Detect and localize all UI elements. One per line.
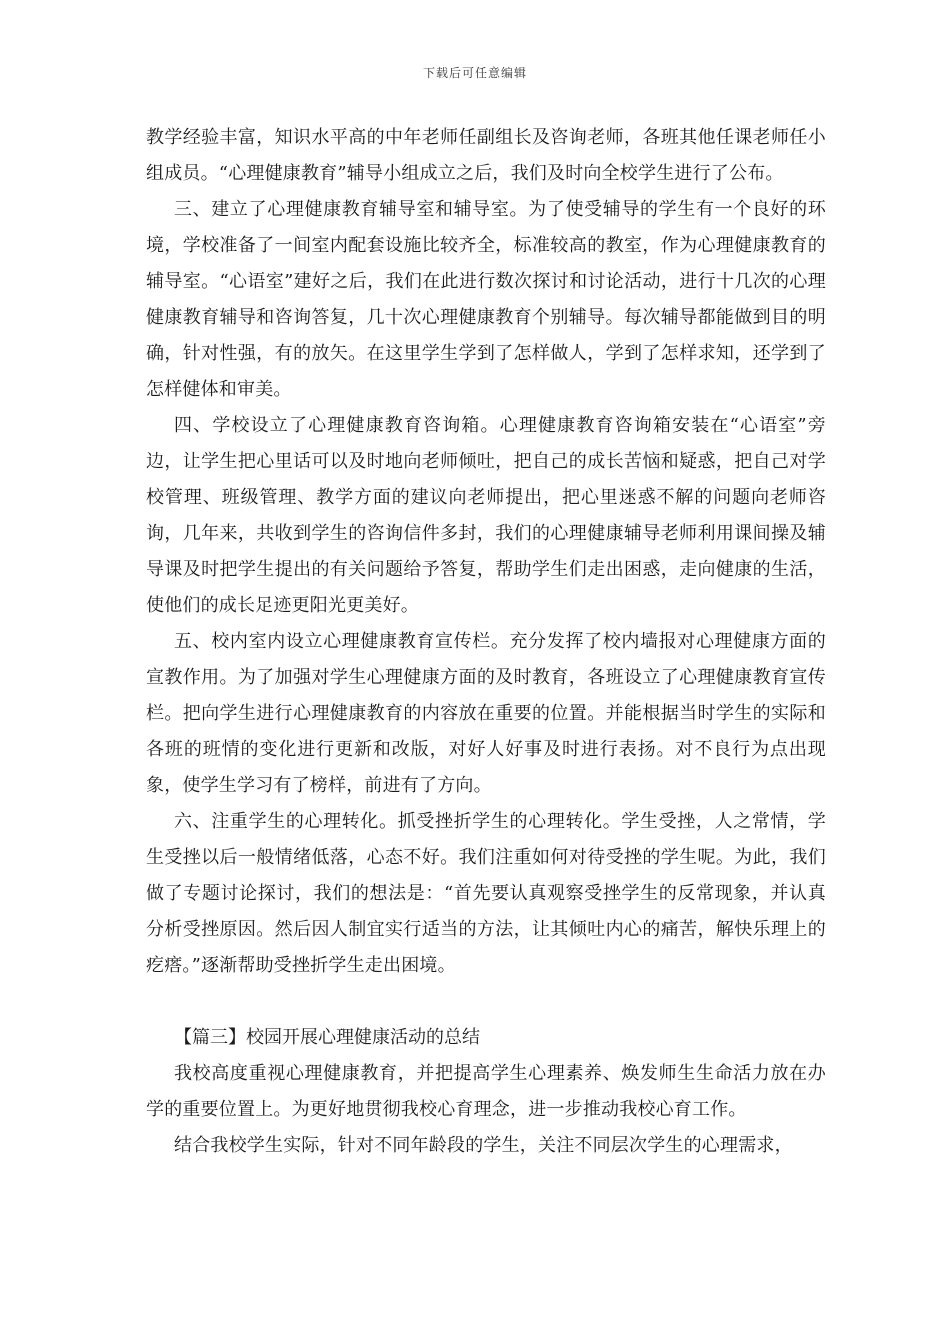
paragraph-section-6: 六、注重学生的心理转化。抓受挫折学生的心理转化。学生受挫，人之常情，学生受挫以后一般情绪低落，心态不好。我们注重如何对待受挫的学生呢。为此，我们做了专题讨论探讨，我们的想法是：“首先要认真观察受挫学生的反常现象，并认真分析受挫原因。然后因人制宜实行适当的方法，让其倾吐内心的痛苦，解快乐理上的疙瘩。”逐渐帮助受挫折学生走出困境。 [146,811,826,976]
paragraph-section-5: 五、校内室内设立心理健康教育宣传栏。充分发挥了校内墙报对心理健康方面的宣教作用。为了加强对学生心理健康方面的及时教育，各班设立了心理健康教育宣传栏。把向学生进行心理健康教育的内容放在重要的位置。并能根据当时学生的实际和各班的班情的变化进行更新和改版，对好人好事及时进行表扬。对不良行为点出现象，使学生学习有了榜样，前进有了方向。 [146,631,826,796]
section-spacer [146,984,826,1020]
page-header: 下载后可任意编辑 [422,66,527,80]
section-paragraph-1: 我校高度重视心理健康教育，并把提高学生心理素养、焕发师生生命活力放在办学的重要位置上。为更好地贯彻我校心育理念，进一步推动我校心育工作。 [146,1063,826,1120]
section-paragraph-2: 结合我校学生实际，针对不同年龄段的学生，关注不同层次学生的心理需求， [174,1135,793,1156]
section-title: 【篇三】校园开展心理健康活动的总结 [174,1027,480,1048]
paragraph-continuation: 教学经验丰富，知识水平高的中年老师任副组长及咨询老师，各班其他任课老师任小组成员。“心理健康教育”辅导小组成立之后，我们及时向全校学生进行了公布。 [146,127,826,184]
paragraph-section-4: 四、学校设立了心理健康教育咨询箱。心理健康教育咨询箱安装在“心语室”旁边，让学生把心里话可以及时地向老师倾吐，把自己的成长苦恼和疑惑，把自己对学校管理、班级管理、教学方面的建议向老师提出，把心里迷惑不解的问题向老师咨询，几年来，共收到学生的咨询信件多封，我们的心理健康辅导老师利用课间操及辅导课及时把学生提出的有关问题给予答复，帮助学生们走出困惑，走向健康的生活，使他们的成长足迹更阳光更美好。 [146,415,826,616]
paragraph-section-3: 三、建立了心理健康教育辅导室和辅导室。为了使受辅导的学生有一个良好的环境，学校准备了一间室内配套设施比较齐全，标准较高的教室，作为心理健康教育的辅导室。“心语室”建好之后，我们在此进行数次探讨和讨论活动，进行十几次的心理健康教育辅导和咨询答复，几十次心理健康教育个别辅导。每次辅导都能做到目的明确，针对性强，有的放矢。在这里学生学到了怎样做人，学到了怎样求知，还学到了怎样健体和审美。 [146,199,826,400]
document-body [146,120,826,1164]
